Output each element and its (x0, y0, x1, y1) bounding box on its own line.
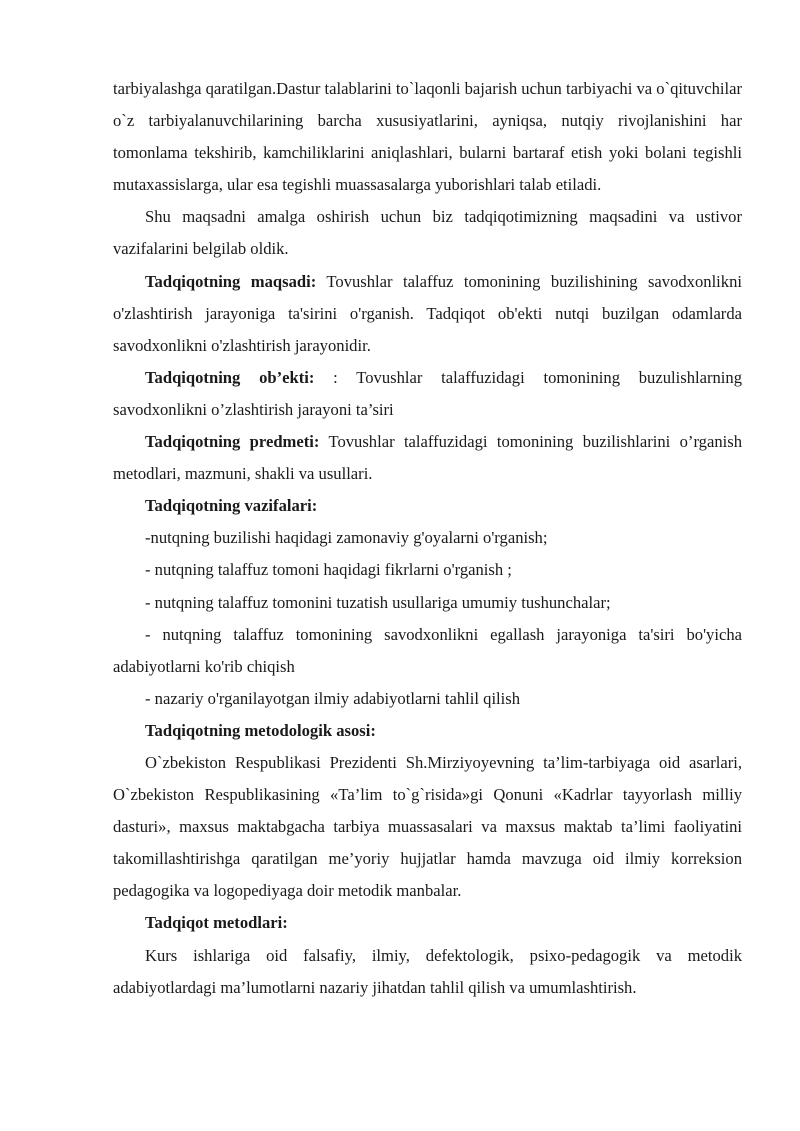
paragraph-methodological-basis: O`zbekiston Respublikasi Prezidenti Sh.Mirziyoyevning ta’lim-tarbiyaga oid asarlari, O`zbekiston Respublikasining «Ta’lim to`g`risida»gi Qonuni «Kadrlar tayyorlash milliy dasturi», maxsus maktabgacha tarbiya muassasalari va maxsus maktab ta’limi faoliyatini takomillashtirishga qaratilgan me’yoriy hujjatlar hamda mavzuga oid ilmiy korreksion pedagogika va logopediyaga doir metodik manbalar. (113, 752, 742, 901)
paragraph-research-methods: Kurs ishlariga oid falsafiy, ilmiy, defektologik, psixo-pedagogik va metodik adabiyotlardagi ma’lumotlarni nazariy jihatdan tahlil qilish va umumlashtirish. (113, 945, 742, 997)
heading-methodological-basis: Tadqiqotning metodologik asosi: (145, 720, 376, 740)
research-goal-label: Tadqiqotning maqsadi: (145, 271, 317, 291)
research-goal-text: Tovushlar talaffuz tomonining buzilishining savodxonlikni o'zlashtirish jarayoniga ta'sirini o'rganish. Tadqiqot ob'ekti nutqi buzilgan odamlarda savodxonlikni o'zlashtirish jarayonidir. (113, 271, 742, 355)
paragraph-research-object (113, 362, 742, 426)
heading-research-tasks: Tadqiqotning vazifalari: (145, 496, 318, 516)
task-item-4: - nutqning talaffuz tomonining savodxonlikni egallash jarayoniga ta'siri bo'yicha adabiyotlarni ko'rib chiqish (113, 624, 742, 676)
research-subject-text: Tovushlar talaffuzidagi tomonining buzilishlarini o’rganish metodlari, mazmuni, shakli va usullari. (113, 432, 742, 484)
document-page (113, 73, 742, 1004)
paragraph-purpose-statement: Shu maqsadni amalga oshirish uchun biz tadqiqotimizning maqsadini va ustivor vazifalarini belgilab oldik. (113, 207, 742, 259)
task-item-2: - nutqning talaffuz tomoni haqidagi fikrlarni o'rganish ; (145, 560, 512, 580)
paragraph-intro: tarbiyalashga qaratilgan.Dastur talablarini to`laqonli bajarish uchun tarbiyachi va o`qituvchilar o`z tarbiyalanuvchilarining barcha xususiyatlarini, ayniqsa, nutqiy rivojlanishini har tomonlama tekshirib, kamchiliklarini aniqlashlari, bularni bartaraf etish yoki bolani tegishli mutaxassislarga, ular esa tegishli muassasalarga yuborishlari talab etiladi. (113, 79, 742, 195)
research-object-label: Tadqiqotning ob’ekti: (145, 367, 315, 387)
paragraph-research-subject (113, 426, 742, 490)
task-item-5: - nazariy o'rganilayotgan ilmiy adabiyotlarni tahlil qilish (145, 688, 521, 708)
heading-research-methods: Tadqiqot metodlari: (145, 913, 288, 933)
research-subject-label: Tadqiqotning predmeti: (145, 432, 320, 452)
task-item-1: -nutqning buzilishi haqidagi zamonaviy g'oyalarni o'rganish; (145, 528, 548, 548)
paragraph-research-goal (113, 266, 742, 362)
research-object-text: : Tovushlar talaffuzidagi tomonining buzulishlarning savodxonlikni o’zlashtirish jarayoni ta’siri (113, 367, 742, 419)
task-item-3: - nutqning talaffuz tomonini tuzatish usullariga umumiy tushunchalar; (145, 592, 611, 612)
